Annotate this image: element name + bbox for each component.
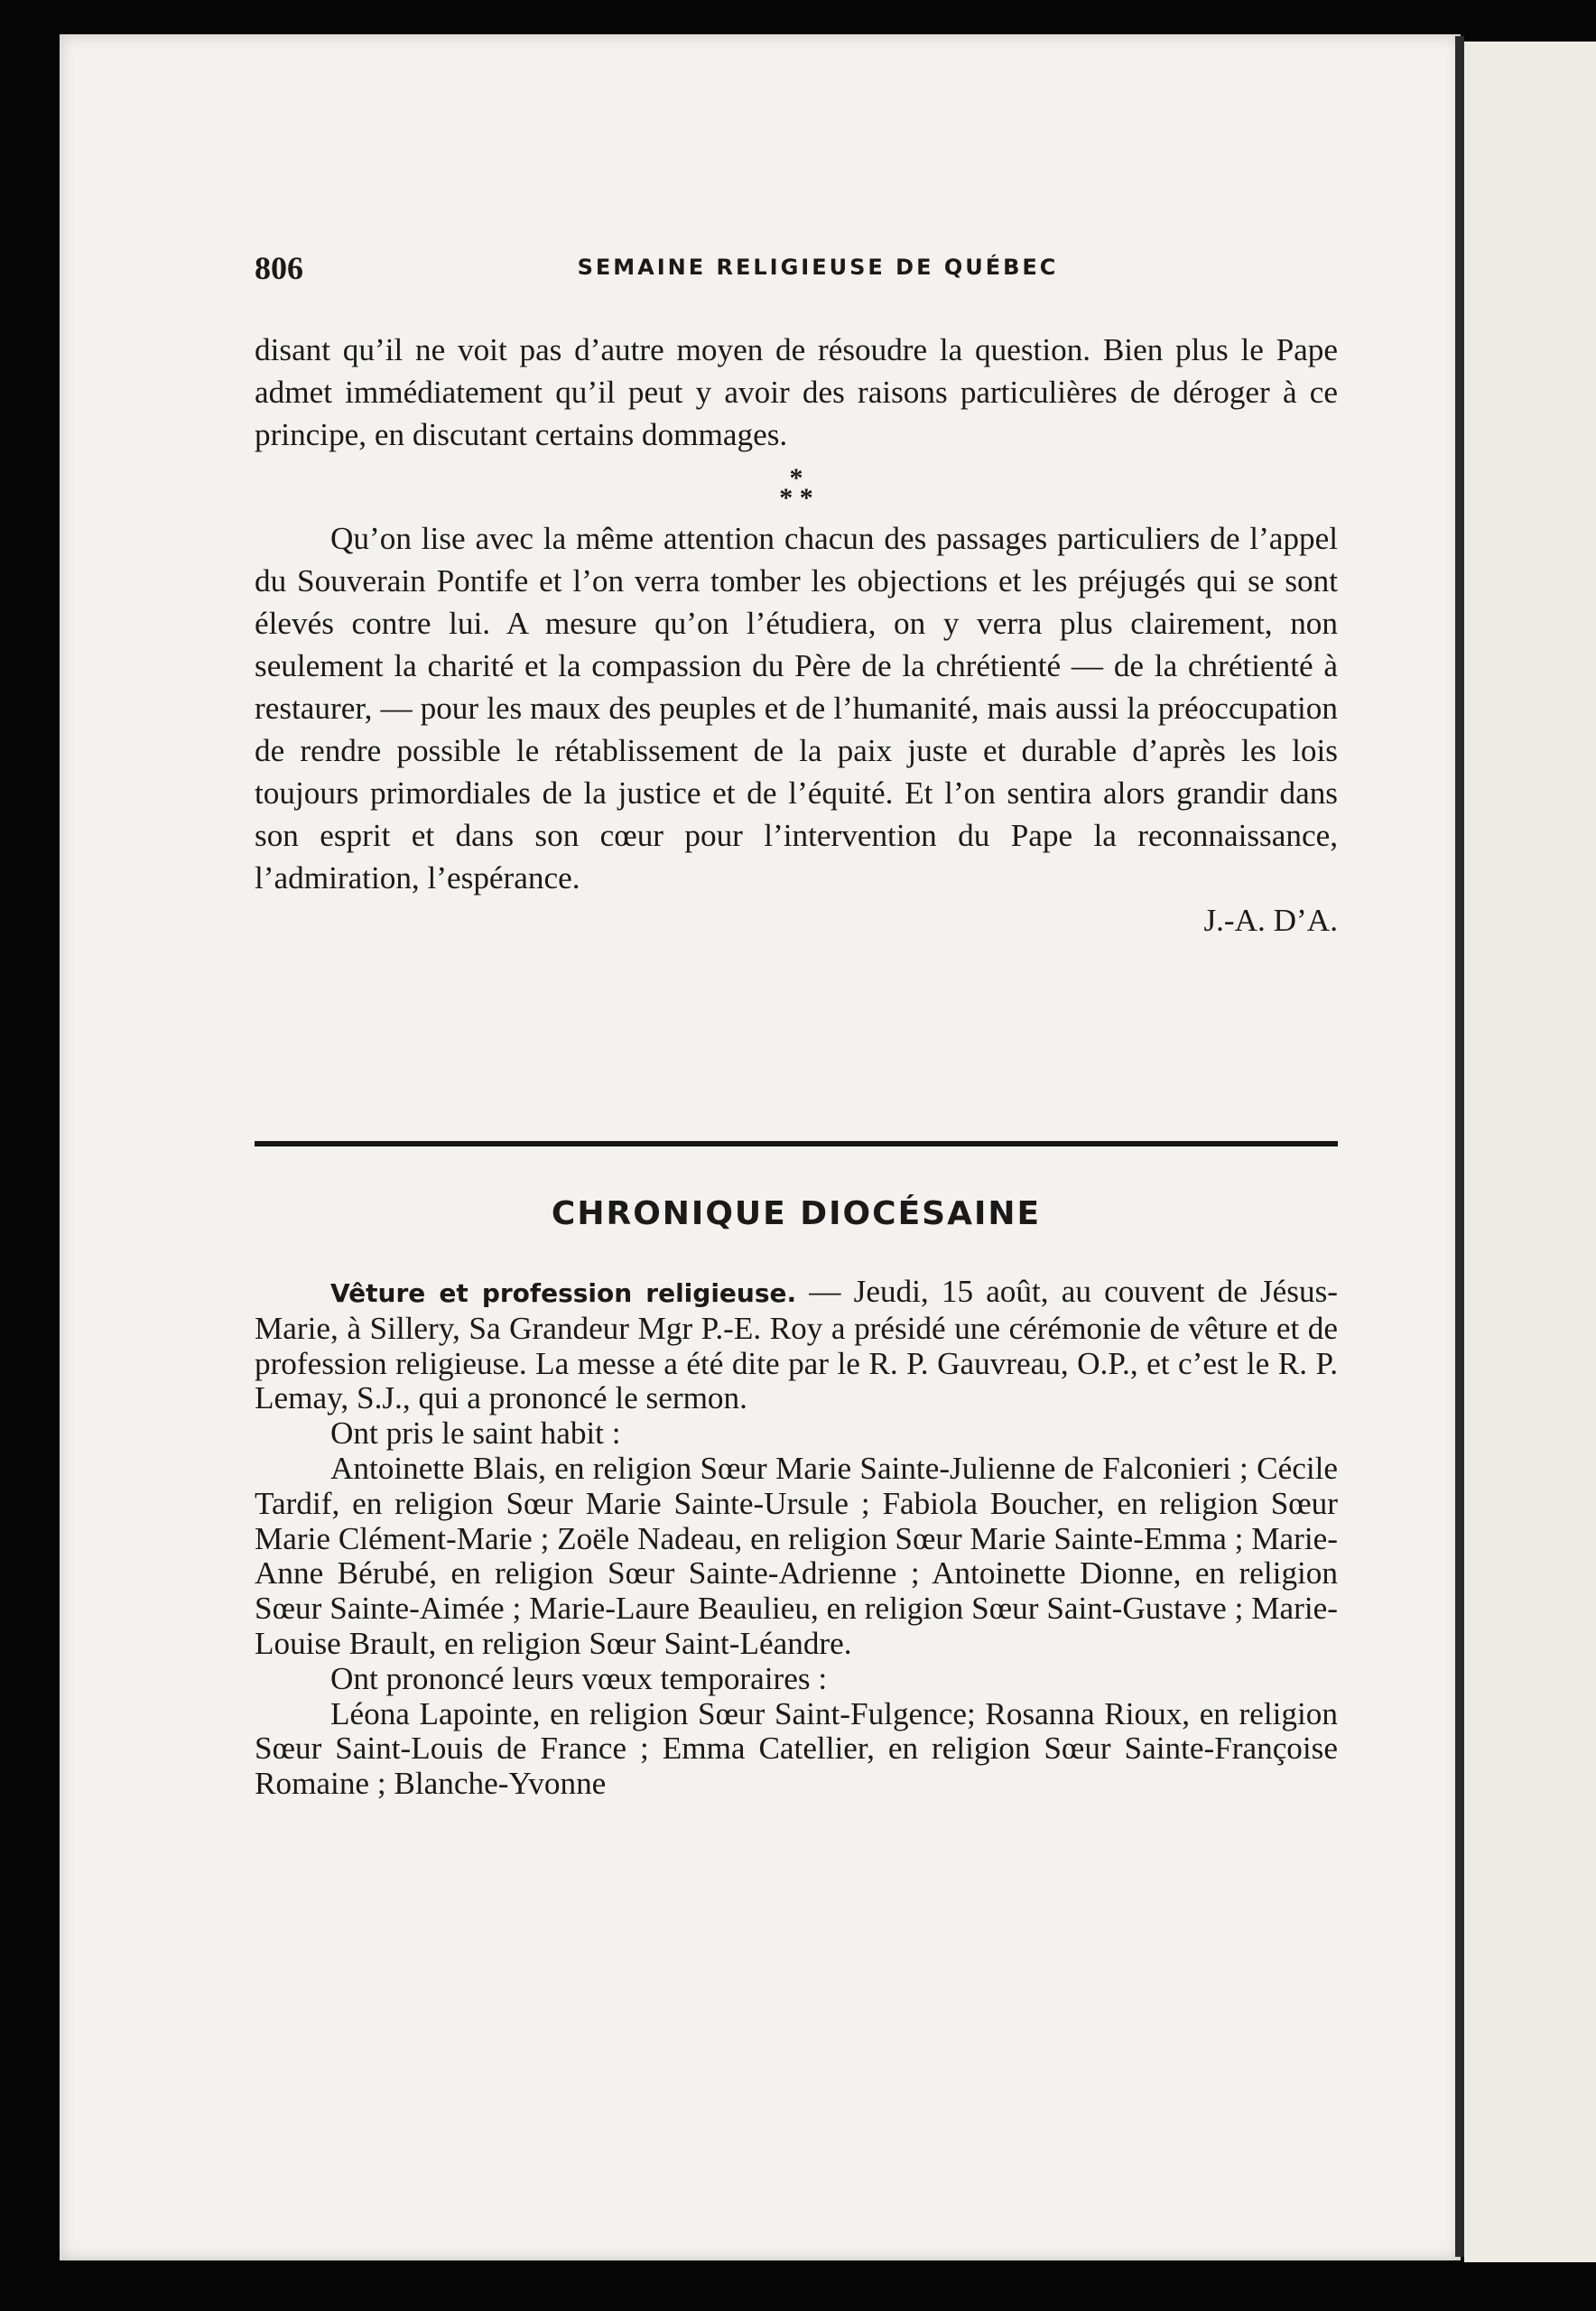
chronicle-body (255, 1275, 1338, 1802)
vows-intro: Ont prononcé leurs vœux temporaires : (330, 1660, 828, 1696)
article-body (255, 329, 1338, 942)
habit-intro: Ont pris le saint habit : (330, 1415, 621, 1452)
article-paragraph-2: Qu’on lise avec la même attention chacun des passages particuliers de l’appel du Souverain Pontife et l’on verra tomber les objections et les préjugés qui se sont élevés contre lui. A mesure qu’on l’étudiera, on y verra plus clairement, non seulement la charité et la compassion du Père de la chrétienté — de la chrétienté à restaurer, — pour les maux des peuples et de l’humanité, mais aussi la préoccupation de rendre possible le rétablissement de la paix juste et durable d’après les lois toujours primordiales de la justice et de l’équité. Et l’on sentira alors grandir dans son esprit et dans son cœur pour l’intervention du Pape la reconnaissance, l’admiration, l’espérance. (255, 521, 1338, 896)
adjacent-page-edge (1464, 42, 1596, 2262)
chronicle-title: CHRONIQUE DIOCÉSAINE (551, 1195, 1042, 1232)
article-paragraph-1: disant qu’il ne voit pas d’autre moyen de résoudre la question. Bien plus le Pape admet immédiatement qu’il peut y avoir des raisons particulières de déroger à ce principe, en discutant certains dommages. (255, 332, 1338, 452)
habit-list: Antoinette Blais, en religion Sœur Marie Sainte-Julienne de Falconieri ; Cécile Tardif, en religion Sœur Marie Sainte-Ursule ; Fabiola Boucher, en religion Sœur Marie Clément-Marie ; Zoële Nadeau, en religion Sœur Marie Sainte-Emma ; Marie-Anne Bérubé, en religion Sœur Sainte-Adrienne ; Antoinette Dionne, en religion Sœur Sainte-Aimée ; Marie-Laure Beaulieu, en religion Sœur Saint-Gustave ; Marie-Louise Brault, en religion Sœur Saint-Léandre. (255, 1450, 1338, 1661)
chronicle-lead-paragraph (255, 1275, 1338, 1416)
section-divider-rule (255, 1141, 1338, 1146)
asterism-separator: * * * (779, 463, 813, 513)
running-head (255, 249, 1338, 285)
page-number: 806 (255, 250, 303, 286)
article-signature: J.-A. D’A. (1203, 903, 1338, 938)
vows-list: Léona Lapointe, en religion Sœur Saint-Fulgence; Rosanna Rioux, en religion Sœur Saint-Louis de France ; Emma Catellier, en religion Sœur Sainte-Françoise Romaine ; Blanche-Yvonne (255, 1695, 1338, 1802)
journal-title: SEMAINE RELIGIEUSE DE QUÉBEC (577, 255, 1059, 280)
chronicle-lead-text: — Jeudi, 15 août, au couvent de Jésus-Marie, à Sillery, Sa Grandeur Mgr P.-E. Roy a présidé une cérémonie de vêture et de profession religieuse. La messe a été dite par le R. P. Gauvreau, O.P., et c’est le R. P. Lemay, S.J., qui a prononcé le sermon. (255, 1274, 1338, 1416)
chronicle-lead-heading: Vêture et profession religieuse. (330, 1278, 797, 1308)
book-page (60, 34, 1461, 2260)
page-binding-edge (1455, 36, 1464, 2257)
